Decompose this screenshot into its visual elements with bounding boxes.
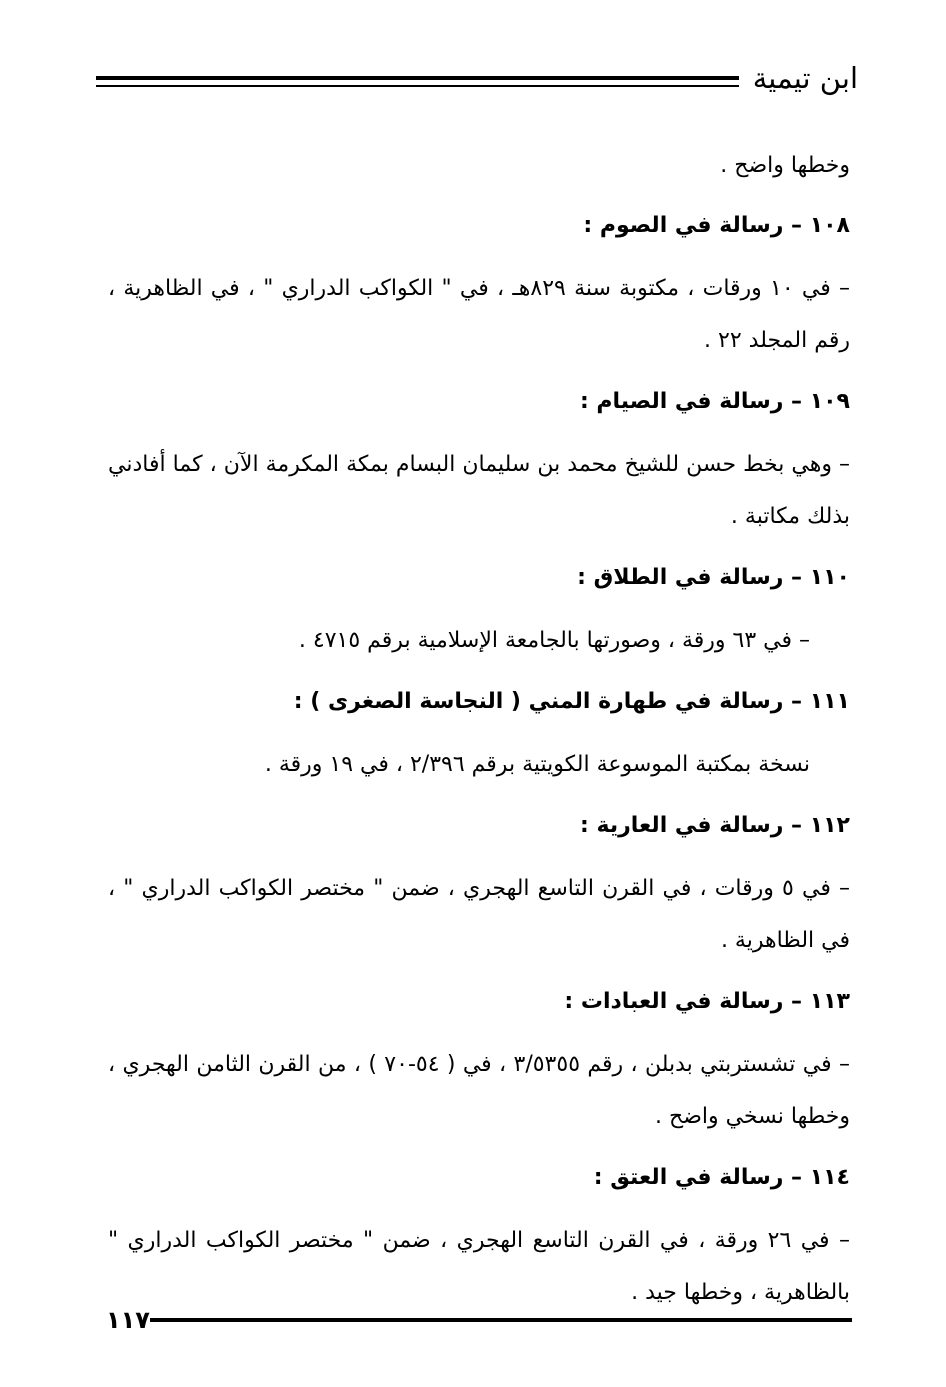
- entry-body-110: – في ٦٣ ورقة ، وصورتها بالجامعة الإسلامية برقم ٤٧١٥ .: [298, 628, 810, 653]
- entry-heading-110: ١١٠ – رسالة في الطلاق :: [577, 565, 850, 590]
- entry-body-108: – في ١٠ ورقات ، مكتوبة سنة ٨٢٩هـ ، في " الكواكب الدراري " ، في الظاهرية ، رقم المجلد ٢٢ .: [108, 276, 851, 353]
- entry-heading-108: ١٠٨ – رسالة في الصوم :: [583, 213, 850, 238]
- entry-heading-111: ١١١ – رسالة في طهارة المني ( النجاسة الصغرى ) :: [293, 689, 850, 714]
- entry-body-109: – وهي بخط حسن للشيخ محمد بن سليمان البسام بمكة المكرمة الآن ، كما أفادني بذلك مكاتبة .: [108, 452, 850, 529]
- header-double-rule: [96, 76, 739, 87]
- entry-body-111: نسخة بمكتبة الموسوعة الكويتية برقم ٢/٣٩٦ ، في ١٩ ورقة .: [264, 752, 810, 777]
- entry-heading-113: ١١٣ – رسالة في العبادات :: [564, 989, 850, 1014]
- entry-heading-109: ١٠٩ – رسالة في الصيام :: [579, 389, 850, 414]
- entry-heading-112: ١١٢ – رسالة في العارية :: [580, 813, 850, 838]
- header-title: ابن تيمية: [752, 60, 858, 95]
- entry-body-112: – في ٥ ورقات ، في القرن التاسع الهجري ، ضمن " مختصر الكواكب الدراري " ، في الظاهرية .: [108, 876, 850, 953]
- page-footer: [96, 1300, 852, 1340]
- page-body: [108, 140, 850, 1328]
- entry-heading-114: ١١٤ – رسالة في العتق :: [593, 1165, 850, 1190]
- running-header: [96, 58, 858, 98]
- page-number: ١١٧: [106, 1306, 150, 1334]
- continued-text: وخطها واضح .: [720, 153, 850, 178]
- footer-rule: [150, 1318, 852, 1322]
- entry-body-114: – في ٢٦ ورقة ، في القرن التاسع الهجري ، ضمن " مختصر الكواكب الدراري " بالظاهرية ، وخطها جيد .: [108, 1228, 850, 1305]
- entry-body-113: – في تشستربتي بدبلن ، رقم ٣/٥٣٥٥ ، في ( ٥٤-٧٠ ) ، من القرن الثامن الهجري ، وخطها نسخي واضح .: [108, 1052, 850, 1129]
